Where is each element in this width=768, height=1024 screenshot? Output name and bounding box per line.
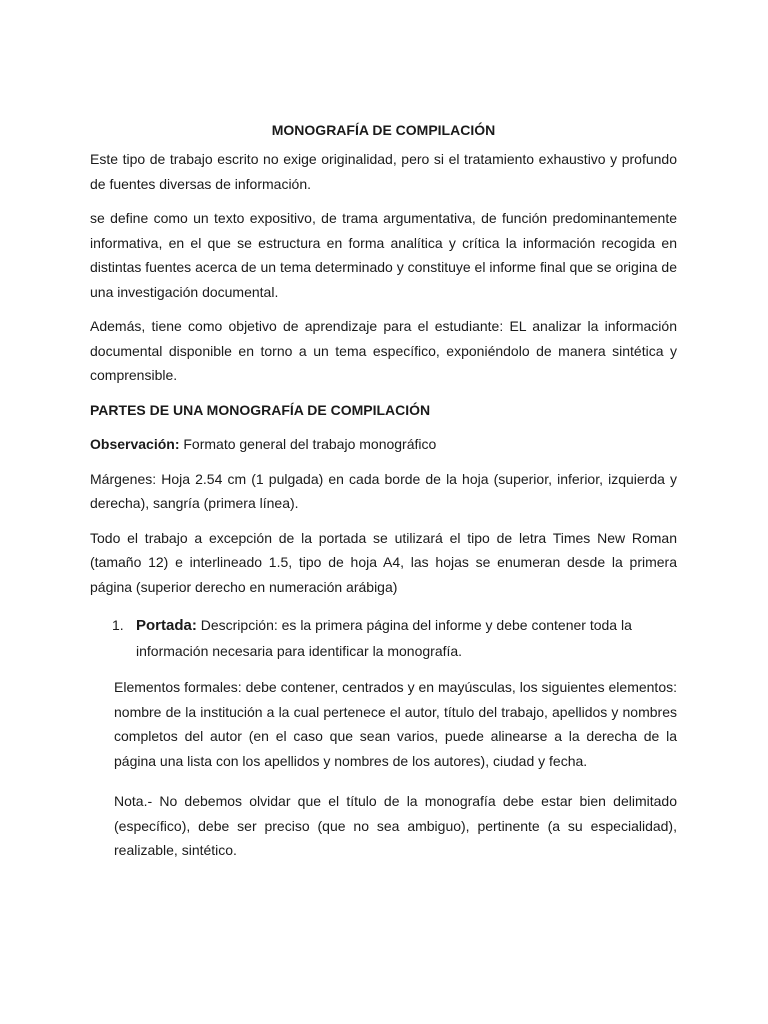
document-body bbox=[90, 120, 677, 879]
format-paragraph: Todo el trabajo a excepción de la portada se utilizará el tipo de letra Times New Roman (tamaño 12) e interlineado 1.5, tipo de hoja A4, las hojas se enumeran desde la primera página (superior derecho en numeración arábiga) bbox=[90, 529, 677, 595]
list-item-title: Portada: bbox=[136, 617, 197, 634]
margins-paragraph: Márgenes: Hoja 2.54 cm (1 pulgada) en cada borde de la hoja (superior, inferior, izquierda y derecha), sangría (primera línea). bbox=[90, 470, 677, 511]
parts-heading: PARTES DE UNA MONOGRAFÍA DE COMPILACIÓN bbox=[90, 401, 431, 418]
definition-paragraph: se define como un texto expositivo, de trama argumentativa, de función predominantemente informativa, en el que se estructura en forma analítica y crítica la información recogida en distintas fuentes acerca de un tema determinado y constituye el informe final que se origina de una investigación documental. bbox=[90, 210, 677, 300]
observation-paragraph bbox=[90, 432, 677, 457]
list-item-number: 1. bbox=[112, 617, 124, 633]
intro-paragraph: Este tipo de trabajo escrito no exige originalidad, pero si el tratamiento exhaustivo y profundo de fuentes diversas de información. bbox=[90, 151, 677, 192]
observation-text: Formato general del trabajo monográfico bbox=[179, 436, 437, 452]
note-paragraph: Nota.- No debemos olvidar que el título de la monografía debe estar bien delimitado (específico), debe ser preciso (que no sea ambiguo), pertinente (a su especialidad), realizable, sintético. bbox=[114, 793, 677, 858]
list-item-text: Descripción: es la primera página del informe y debe contener toda la información necesaria para identificar la monografía. bbox=[136, 617, 632, 659]
formal-elements-paragraph: Elementos formales: debe contener, centrados y en mayúsculas, los siguientes elementos: nombre de la institución a la cual pertenece el autor, título del trabajo, apellidos y nombres completos del autor (en el caso que sean varios, puede alinearse a la derecha de la página una lista con los apellidos y nombres de los autores), ciudad y fecha. bbox=[114, 679, 677, 769]
list-item bbox=[90, 613, 677, 663]
objective-paragraph: Además, tiene como objetivo de aprendizaje para el estudiante: EL analizar la información documental disponible en torno a un tema específico, exponiéndolo de manera sintética y comprensible. bbox=[90, 318, 677, 383]
observation-label: Observación: bbox=[90, 436, 180, 452]
document-title: MONOGRAFÍA DE COMPILACIÓN bbox=[271, 122, 496, 138]
